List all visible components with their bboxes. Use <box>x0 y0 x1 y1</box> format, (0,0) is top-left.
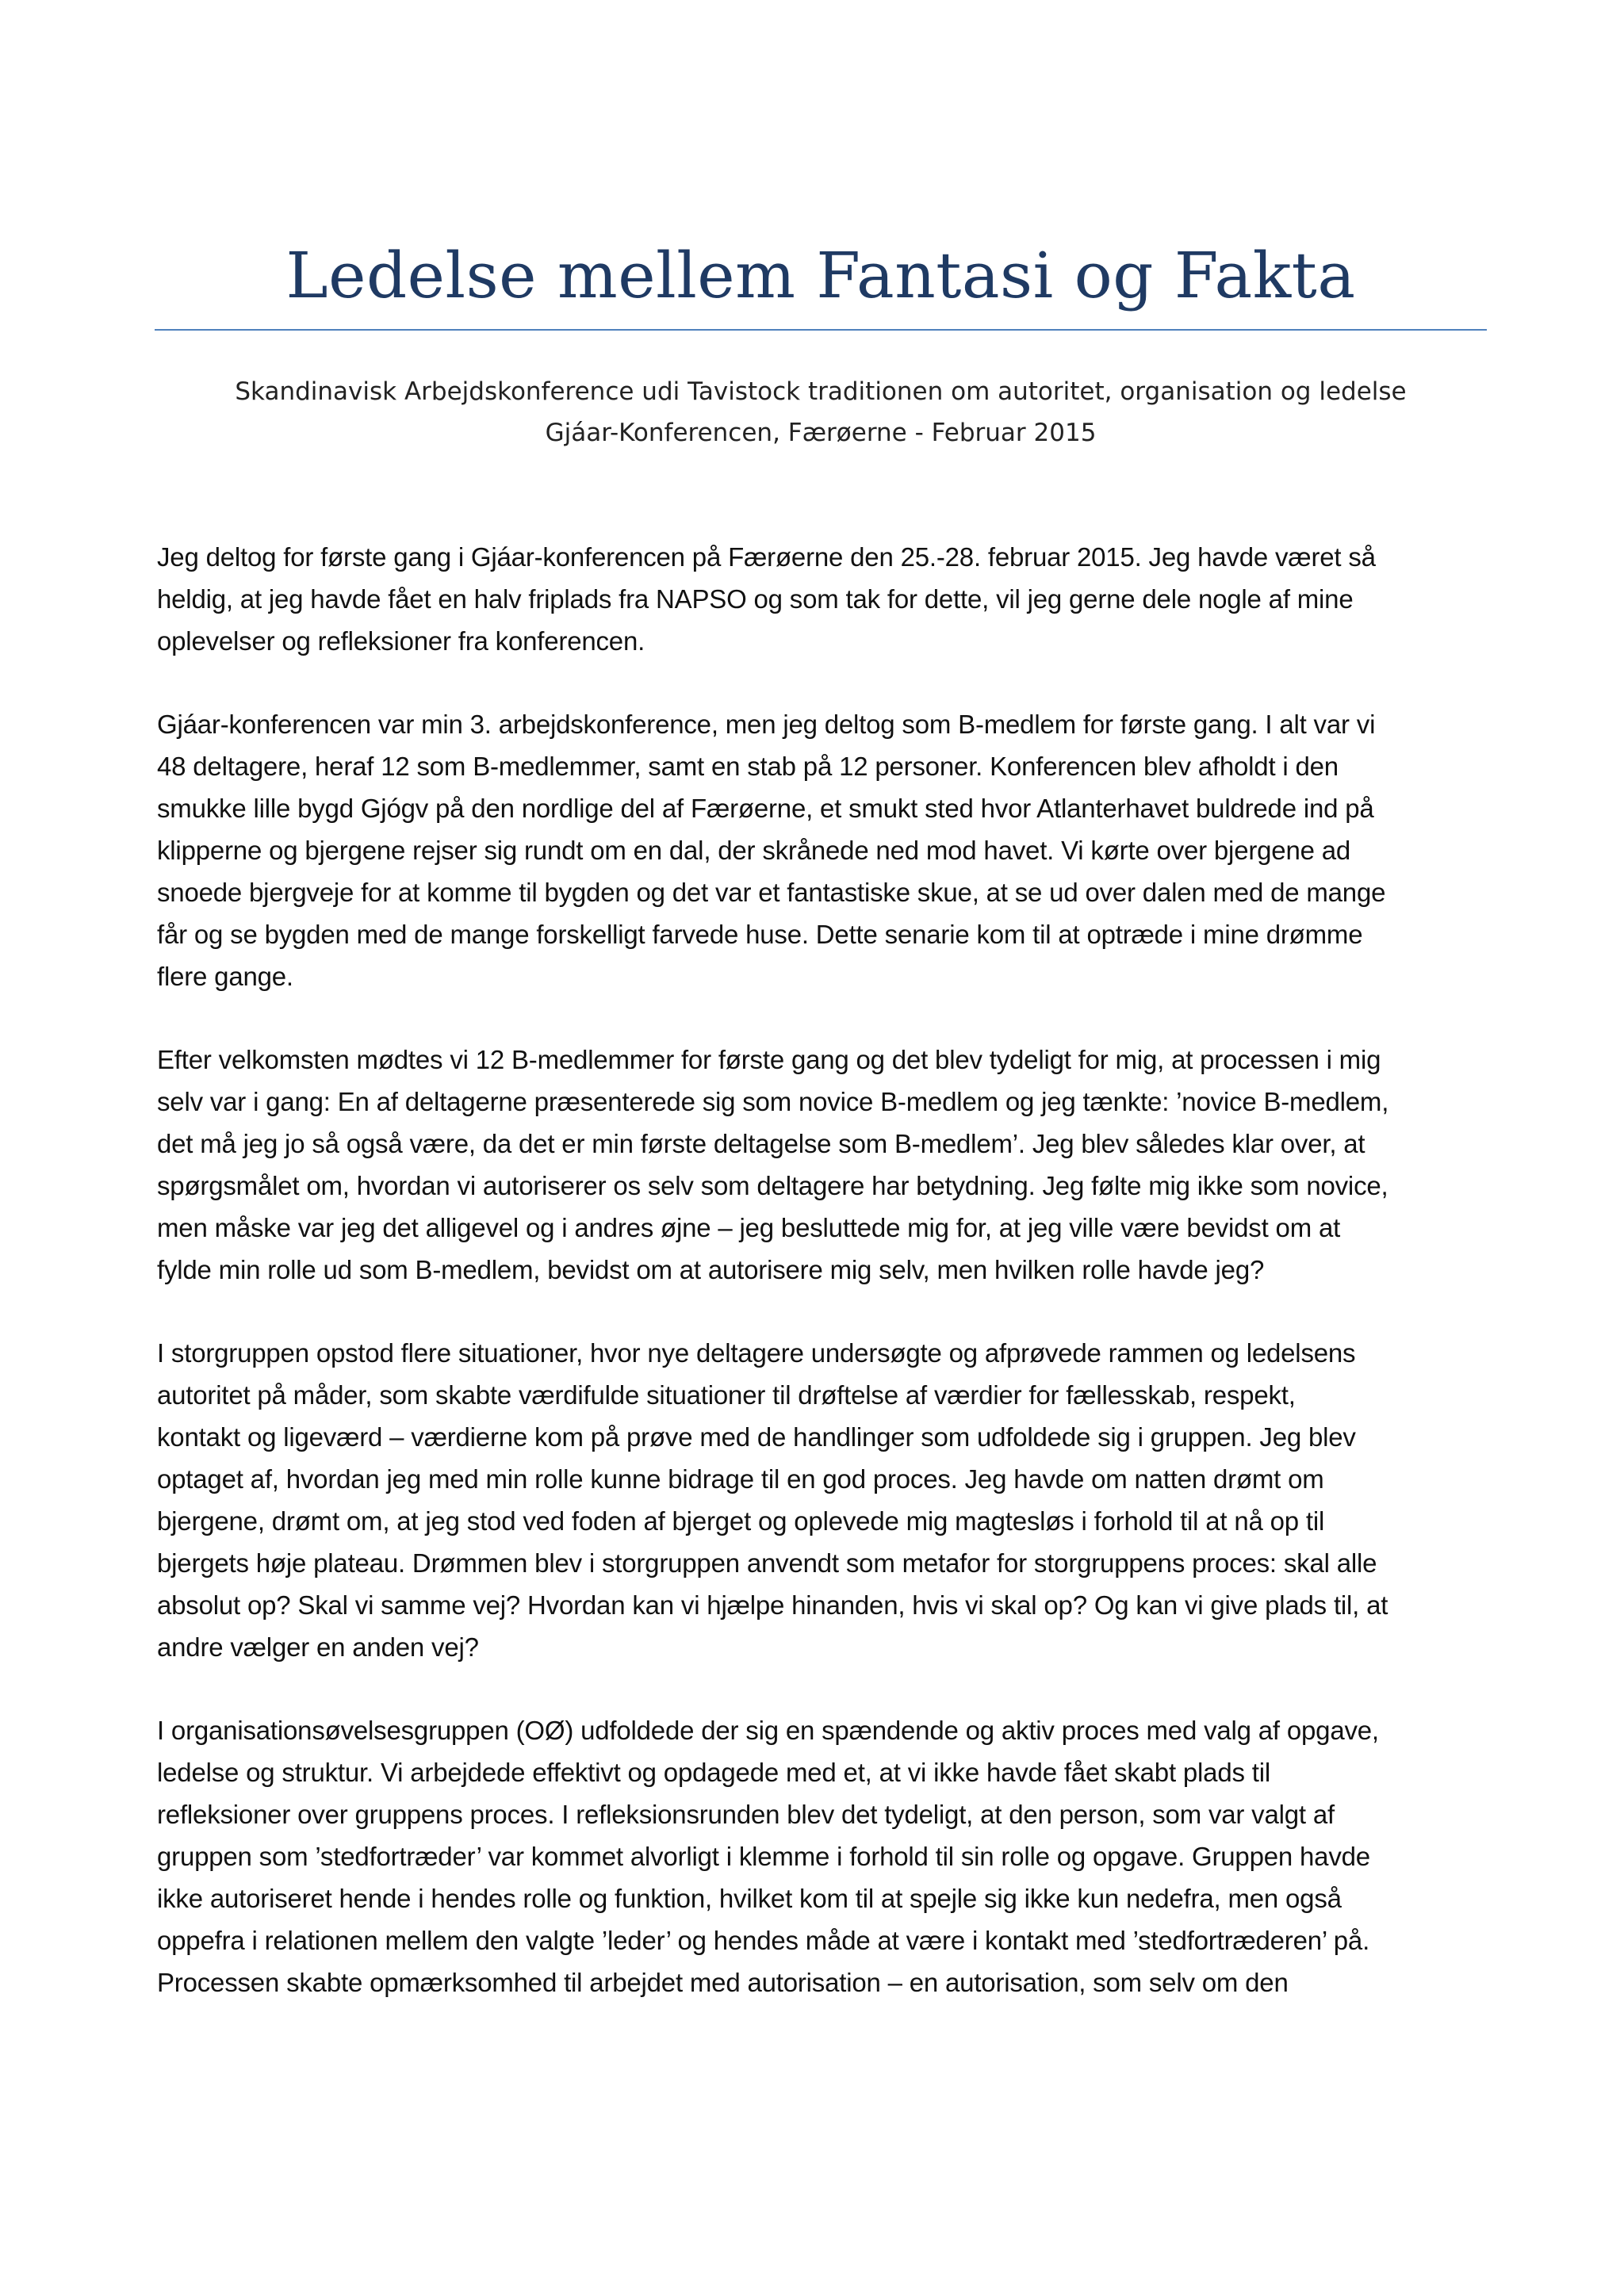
paragraph-line: gruppen som ’stedfortræder’ var kommet alvorligt i klemme i forhold til sin rolle og opgave. Gruppen havde <box>157 1842 1370 1871</box>
paragraph-1 <box>157 536 1489 662</box>
paragraph-line: Processen skabte opmærksomhed til arbejdet med autorisation – en autorisation, som selv om den <box>157 1968 1289 1997</box>
paragraph-line: snoede bjergveje for at komme til bygden og det var et fantastiske skue, at se ud over dalen med de mange <box>157 878 1386 907</box>
paragraph-line: selv var i gang: En af deltagerne præsenterede sig som novice B-medlem og jeg tænkte: ’novice B-medlem, <box>157 1087 1389 1116</box>
paragraph-line: absolut op? Skal vi samme vej? Hvordan kan vi hjælpe hinanden, hvis vi skal op? Og kan vi give plads til, at <box>157 1590 1388 1620</box>
paragraph-line: 48 deltagere, heraf 12 som B-medlemmer, samt en stab på 12 personer. Konferencen blev afholdt i den <box>157 752 1339 781</box>
paragraph-line: I storgruppen opstod flere situationer, hvor nye deltagere undersøgte og afprøvede rammen og ledelsens <box>157 1338 1356 1368</box>
paragraph-line: ikke autoriseret hende i hendes rolle og funktion, hvilket kom til at spejle sig ikke kun nedefra, men også <box>157 1884 1342 1913</box>
document-title: Ledelse mellem Fantasi og Fakta <box>285 239 1356 312</box>
paragraph-line: det må jeg jo så også være, da det er min første deltagelse som B-medlem’. Jeg blev således klar over, at <box>157 1129 1365 1158</box>
subtitle-line: Gjáar-Konferencen, Færøerne - Februar 2015 <box>545 419 1097 447</box>
paragraph-line: Efter velkomsten mødtes vi 12 B-medlemmer for første gang og det blev tydeligt for mig, at processen i mig <box>157 1045 1381 1074</box>
paragraph-line: smukke lille bygd Gjógv på den nordlige del af Færøerne, et smukt sted hvor Atlanterhavet buldrede ind på <box>157 794 1374 823</box>
paragraph-line: heldig, at jeg havde fået en halv friplads fra NAPSO og som tak for dette, vil jeg gerne dele nogle af mine <box>157 584 1354 614</box>
paragraph-line: klipperne og bjergene rejser sig rundt om en dal, der skrånede ned mod havet. Vi kørte over bjergene ad <box>157 836 1351 865</box>
paragraph-line: flere gange. <box>157 962 293 991</box>
paragraph-line: bjergene, drømt om, at jeg stod ved foden af bjerget og oplevede mig magtesløs i forhold til at nå op til <box>157 1506 1325 1536</box>
title-underline-divider <box>155 329 1487 331</box>
paragraph-line: I organisationsøvelsesgruppen (OØ) udfoldede der sig en spændende og aktiv proces med valg af opgave, <box>157 1716 1379 1745</box>
paragraph-line: refleksioner over gruppens proces. I refleksionsrunden blev det tydeligt, at den person, som var valgt af <box>157 1800 1335 1829</box>
paragraph-line: optaget af, hvordan jeg med min rolle kunne bidrage til en god proces. Jeg havde om natten drømt om <box>157 1464 1324 1494</box>
paragraph-line: bjergets høje plateau. Drømmen blev i storgruppen anvendt som metafor for storgruppens proces: skal alle <box>157 1548 1377 1578</box>
paragraph-4 <box>157 1332 1489 1668</box>
paragraph-line: oplevelser og refleksioner fra konferencen. <box>157 626 645 656</box>
paragraph-line: spørgsmålet om, hvordan vi autoriserer os selv som deltagere har betydning. Jeg følte mig ikke som novice, <box>157 1171 1388 1200</box>
paragraph-line: ledelse og struktur. Vi arbejdede effektivt og opdagede med et, at vi ikke havde fået skabt plads til <box>157 1758 1270 1787</box>
paragraph-5 <box>157 1709 1489 2003</box>
paragraph-2 <box>157 703 1489 997</box>
paragraph-line: får og se bygden med de mange forskelligt farvede huse. Dette senarie kom til at optræde i mine drømme <box>157 920 1363 949</box>
paragraph-line: kontakt og ligeværd – værdierne kom på prøve med de handlinger som udfoldede sig i gruppen. Jeg blev <box>157 1422 1356 1452</box>
document-subtitle <box>155 371 1487 453</box>
paragraph-line: men måske var jeg det alligevel og i andres øjne – jeg besluttede mig for, at jeg ville være bevidst om at <box>157 1213 1341 1242</box>
document-body <box>157 536 1489 2045</box>
subtitle-line: Skandinavisk Arbejdskonference udi Tavistock traditionen om autoritet, organisation og ledelse <box>235 377 1407 406</box>
paragraph-line: fylde min rolle ud som B-medlem, bevidst om at autorisere mig selv, men hvilken rolle havde jeg? <box>157 1255 1265 1284</box>
paragraph-line: oppefra i relationen mellem den valgte ’leder’ og hendes måde at være i kontakt med ’stedfortræderen’ på. <box>157 1926 1370 1955</box>
paragraph-line: Jeg deltog for første gang i Gjáar-konferencen på Færøerne den 25.-28. februar 2015. Jeg havde været så <box>157 542 1376 572</box>
paragraph-line: Gjáar-konferencen var min 3. arbejdskonference, men jeg deltog som B-medlem for første gang. I alt var vi <box>157 710 1376 739</box>
paragraph-line: andre vælger en anden vej? <box>157 1632 479 1662</box>
paragraph-line: autoritet på måder, som skabte værdifulde situationer til drøftelse af værdier for fællesskab, respekt, <box>157 1380 1296 1410</box>
paragraph-3 <box>157 1039 1489 1291</box>
